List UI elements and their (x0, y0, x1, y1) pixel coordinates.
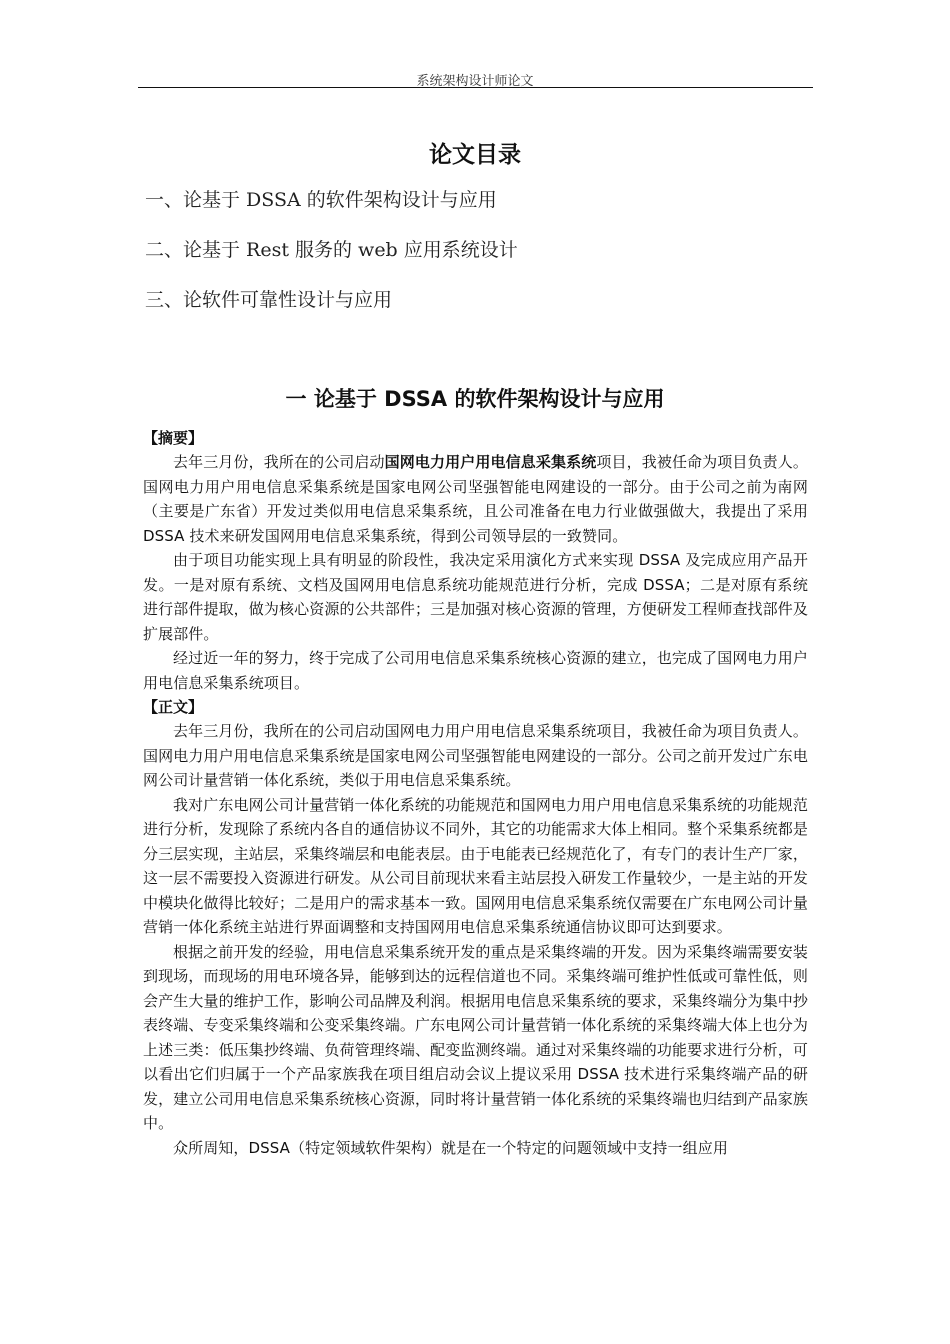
toc-item-2: 二、论基于 Rest 服务的 web 应用系统设计 (145, 239, 518, 261)
header-divider (138, 87, 813, 88)
toc-item-3: 三、论软件可靠性设计与应用 (145, 289, 393, 311)
abstract-paragraph-3: 经过近一年的努力，终于完成了公司用电信息采集系统核心资源的建立，也完成了国网电力用户用电信息采集系统项目。 (143, 649, 808, 692)
abstract-paragraph-2: 由于项目功能实现上具有明显的阶段性，我决定采用演化方式来实现 DSSA 及完成应用产品开发。一是对原有系统、文档及国网用电信息系统功能规范进行分析，完成 DSSA；二是对原有系统进行部件提取，做为核心资源的公共部件；三是加强对核心资源的管理，方便研发工程师查找部件及扩展部件。 (143, 551, 808, 643)
project-name-bold: 国网电力用户用电信息采集系统 (384, 453, 597, 471)
toc-item-1: 一、论基于 DSSA 的软件架构设计与应用 (145, 189, 497, 211)
abstract-paragraph-1: 去年三月份，我所在的公司启动国网电力用户用电信息采集系统项目，我被任命为项目负责人。国网电力用户用电信息采集系统是国家电网公司坚强智能电网建设的一部分。由于公司之前为南网（主要是广东省）开发过类似用电信息采集系统，且公司准备在电力行业做强做大，我提出了采用 DSSA 技术来研发国网用电信息采集系统，得到公司领导层的一致赞同。 (143, 453, 808, 545)
section-title: 一 论基于 DSSA 的软件架构设计与应用 (285, 387, 665, 411)
body-paragraph-2: 我对广东电网公司计量营销一体化系统的功能规范和国网电力用户用电信息采集系统的功能规范进行分析，发现除了系统内各自的通信协议不同外，其它的功能需求大体上相同。整个采集系统都是分三层实现，主站层，采集终端层和电能表层。由于电能表已经规范化了，有专门的表计生产厂家，这一层不需要投入资源进行研发。从公司目前现状来看主站层投入研发工作量较少，一是主站的开发中模块化做得比较好；二是用户的需求基本一致。国网用电信息采集系统仅需要在广东电网公司计量营销一体化系统主站进行界面调整和支持国网用电信息采集系统通信协议即可达到要求。 (143, 795, 808, 936)
body-label: 【正文】 (143, 698, 204, 716)
toc-list (145, 185, 518, 335)
page-header-title: 系统架构设计师论文 (416, 74, 534, 89)
abstract-label: 【摘要】 (143, 429, 204, 447)
body-paragraph-3: 根据之前开发的经验，用电信息采集系统开发的重点是采集终端的开发。因为采集终端需要安装到现场，而现场的用电环境各异，能够到达的远程信道也不同。采集终端可维护性低或可靠性低，则会产生大量的维护工作，影响公司品牌及利润。根据用电信息采集系统的要求，采集终端分为集中抄表终端、专变采集终端和公变采集终端。广东电网公司计量营销一体化系统的采集终端大体上也分为上述三类：低压集抄终端、负荷管理终端、配变监测终端。通过对采集终端的功能要求进行分析，可以看出它们归属于一个产品家族我在项目组启动会议上提议采用 DSSA 技术进行采集终端产品的研发，建立公司用电信息采集系统核心资源，同时将计量营销一体化系统的采集终端也归结到产品家族中。 (143, 942, 808, 1132)
section-content (143, 426, 808, 1160)
body-paragraph-4: 众所周知，DSSA（特定领域软件架构）就是在一个特定的问题领域中支持一组应用 (173, 1138, 728, 1157)
body-paragraph-1: 去年三月份，我所在的公司启动国网电力用户用电信息采集系统项目，我被任命为项目负责人。国网电力用户用电信息采集系统是国家电网公司坚强智能电网建设的一部分。公司之前开发过广东电网公司计量营销一体化系统，类似于用电信息采集系统。 (143, 722, 808, 789)
toc-title: 论文目录 (429, 142, 521, 168)
